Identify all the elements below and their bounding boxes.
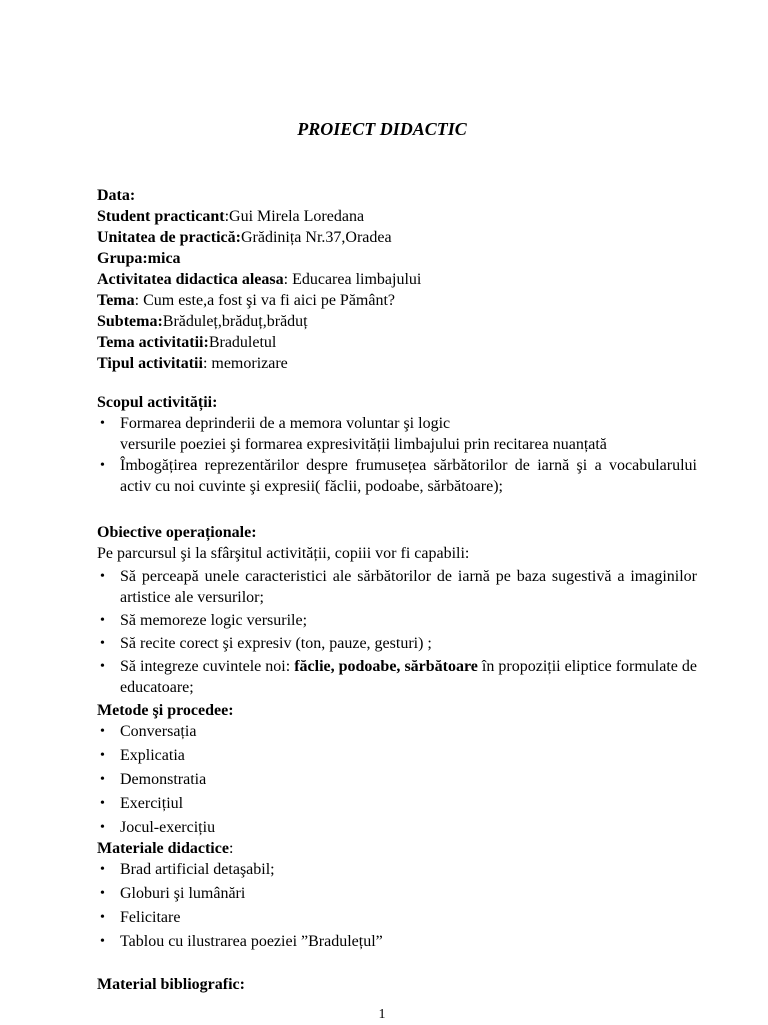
bullet-icon: • xyxy=(100,820,105,835)
list-item xyxy=(97,610,697,631)
info-activity-type xyxy=(97,353,697,374)
document-page xyxy=(97,0,697,1024)
list-item-text: Formarea deprinderii de a memora voluntar şi logic xyxy=(120,415,451,432)
list-item-text: Globuri şi lumânări xyxy=(120,885,246,902)
info-label: Student practicant xyxy=(97,208,225,225)
obiective-intro: Pe parcursul şi la sfârşitul activității, copiii vor fi capabili: xyxy=(97,545,470,562)
list-item xyxy=(97,931,697,955)
info-block xyxy=(97,185,697,374)
bullet-icon: • xyxy=(100,934,105,949)
bullet-icon: • xyxy=(100,772,105,787)
obiective-list xyxy=(97,566,697,698)
list-item xyxy=(97,883,697,907)
bullet-icon: • xyxy=(100,458,105,473)
list-item-text: Să recite corect şi expresiv (ton, pauze, gesturi) ; xyxy=(120,635,432,652)
info-label: Data: xyxy=(97,187,136,204)
list-item xyxy=(97,859,697,883)
list-item-text-after: în propoziții eliptice formulate de educatoare; xyxy=(120,658,698,696)
list-item xyxy=(97,793,697,817)
list-item xyxy=(97,633,697,654)
list-item xyxy=(97,907,697,931)
list-item-text-bold: făclie, podoabe, sărbătoare xyxy=(294,658,478,675)
list-item-text: Demonstratia xyxy=(120,771,207,788)
bullet-icon: • xyxy=(100,613,105,628)
info-subtheme xyxy=(97,311,697,332)
list-item-text: Explicatia xyxy=(120,747,185,764)
info-activity xyxy=(97,269,697,290)
info-label: Tema xyxy=(97,292,135,309)
bullet-icon: • xyxy=(100,659,105,674)
document-title: PROIECT DIDACTIC xyxy=(297,119,467,139)
obiective-heading: Obiective operaționale: xyxy=(97,524,257,541)
list-item xyxy=(97,413,697,455)
list-item-text: Brad artificial detaşabil; xyxy=(120,861,275,878)
list-item-text: Exercițiul xyxy=(120,795,184,812)
info-value: : Cum este,a fost şi va fi aici pe Pământ? xyxy=(134,292,396,309)
bullet-icon: • xyxy=(100,724,105,739)
info-label: Tipul activitatii xyxy=(97,355,203,372)
info-value: :Gui Mirela Loredana xyxy=(224,208,365,225)
metode-heading: Metode şi procedee: xyxy=(97,702,234,719)
bullet-icon: • xyxy=(100,569,105,584)
materiale-list xyxy=(97,859,697,955)
bullet-icon: • xyxy=(100,862,105,877)
scop-list xyxy=(97,413,697,497)
list-item-text-before: Să integreze cuvintele noi: xyxy=(120,658,295,675)
metode-list xyxy=(97,721,697,841)
materiale-section xyxy=(97,838,697,955)
info-activity-theme xyxy=(97,332,697,353)
info-value: Grădinița Nr.37,Oradea xyxy=(240,229,392,246)
bullet-icon: • xyxy=(100,416,105,431)
bibliografic-section xyxy=(97,974,697,995)
scop-section xyxy=(97,392,697,497)
list-item xyxy=(97,721,697,745)
bullet-icon: • xyxy=(100,748,105,763)
info-value: Braduletul xyxy=(208,334,277,351)
list-item xyxy=(97,745,697,769)
info-student xyxy=(97,206,697,227)
list-item-continuation: versurile poeziei şi formarea expresivității limbajului prin recitarea nuanțată xyxy=(120,436,607,453)
list-item-text: Felicitare xyxy=(120,909,181,926)
list-item-text: Să perceapă unele caracteristici ale sărbătorilor de iarnă pe baza sugestivă a imaginilor artistice ale versurilor; xyxy=(120,568,697,606)
info-label: Subtema: xyxy=(97,313,163,330)
info-theme xyxy=(97,290,697,311)
list-item-text: Tablou cu ilustrarea poeziei ”Bradulețul” xyxy=(120,933,383,950)
list-item-text: Jocul-exercițiu xyxy=(120,819,216,836)
list-item xyxy=(97,566,697,608)
list-item-text: Să memoreze logic versurile; xyxy=(120,612,308,629)
materiale-heading xyxy=(97,838,697,859)
list-item xyxy=(97,455,697,497)
info-label: Grupa:mica xyxy=(97,250,181,267)
info-value: : Educarea limbajului xyxy=(283,271,422,288)
info-label: Unitatea de practică: xyxy=(97,229,241,246)
scop-heading: Scopul activității: xyxy=(97,394,218,411)
list-item xyxy=(97,769,697,793)
info-value: : memorizare xyxy=(202,355,288,372)
list-item-text: Conversația xyxy=(120,723,197,740)
obiective-section xyxy=(97,522,697,698)
metode-section xyxy=(97,700,697,841)
page-number: 1 xyxy=(378,1007,386,1022)
list-item xyxy=(97,656,697,698)
list-item-text: Îmbogățirea reprezentărilor despre frumusețea sărbătorilor de iarnă şi a vocabularului activ cu noi cuvinte şi expresii( făclii, podoabe, sărbătoare); xyxy=(120,457,697,495)
materiale-heading-text: Materiale didactice xyxy=(97,840,229,857)
bullet-icon: • xyxy=(100,886,105,901)
info-value: Brăduleț,brăduț,brăduț xyxy=(162,313,308,330)
bullet-icon: • xyxy=(100,796,105,811)
bullet-icon: • xyxy=(100,636,105,651)
info-date xyxy=(97,185,697,206)
bullet-icon: • xyxy=(100,910,105,925)
bibliografic-heading: Material bibliografic: xyxy=(97,976,245,993)
info-label: Tema activitatii: xyxy=(97,334,209,351)
info-label: Activitatea didactica aleasa xyxy=(97,271,284,288)
info-group xyxy=(97,248,697,269)
materiale-heading-suffix: : xyxy=(228,840,234,857)
info-unit xyxy=(97,227,697,248)
